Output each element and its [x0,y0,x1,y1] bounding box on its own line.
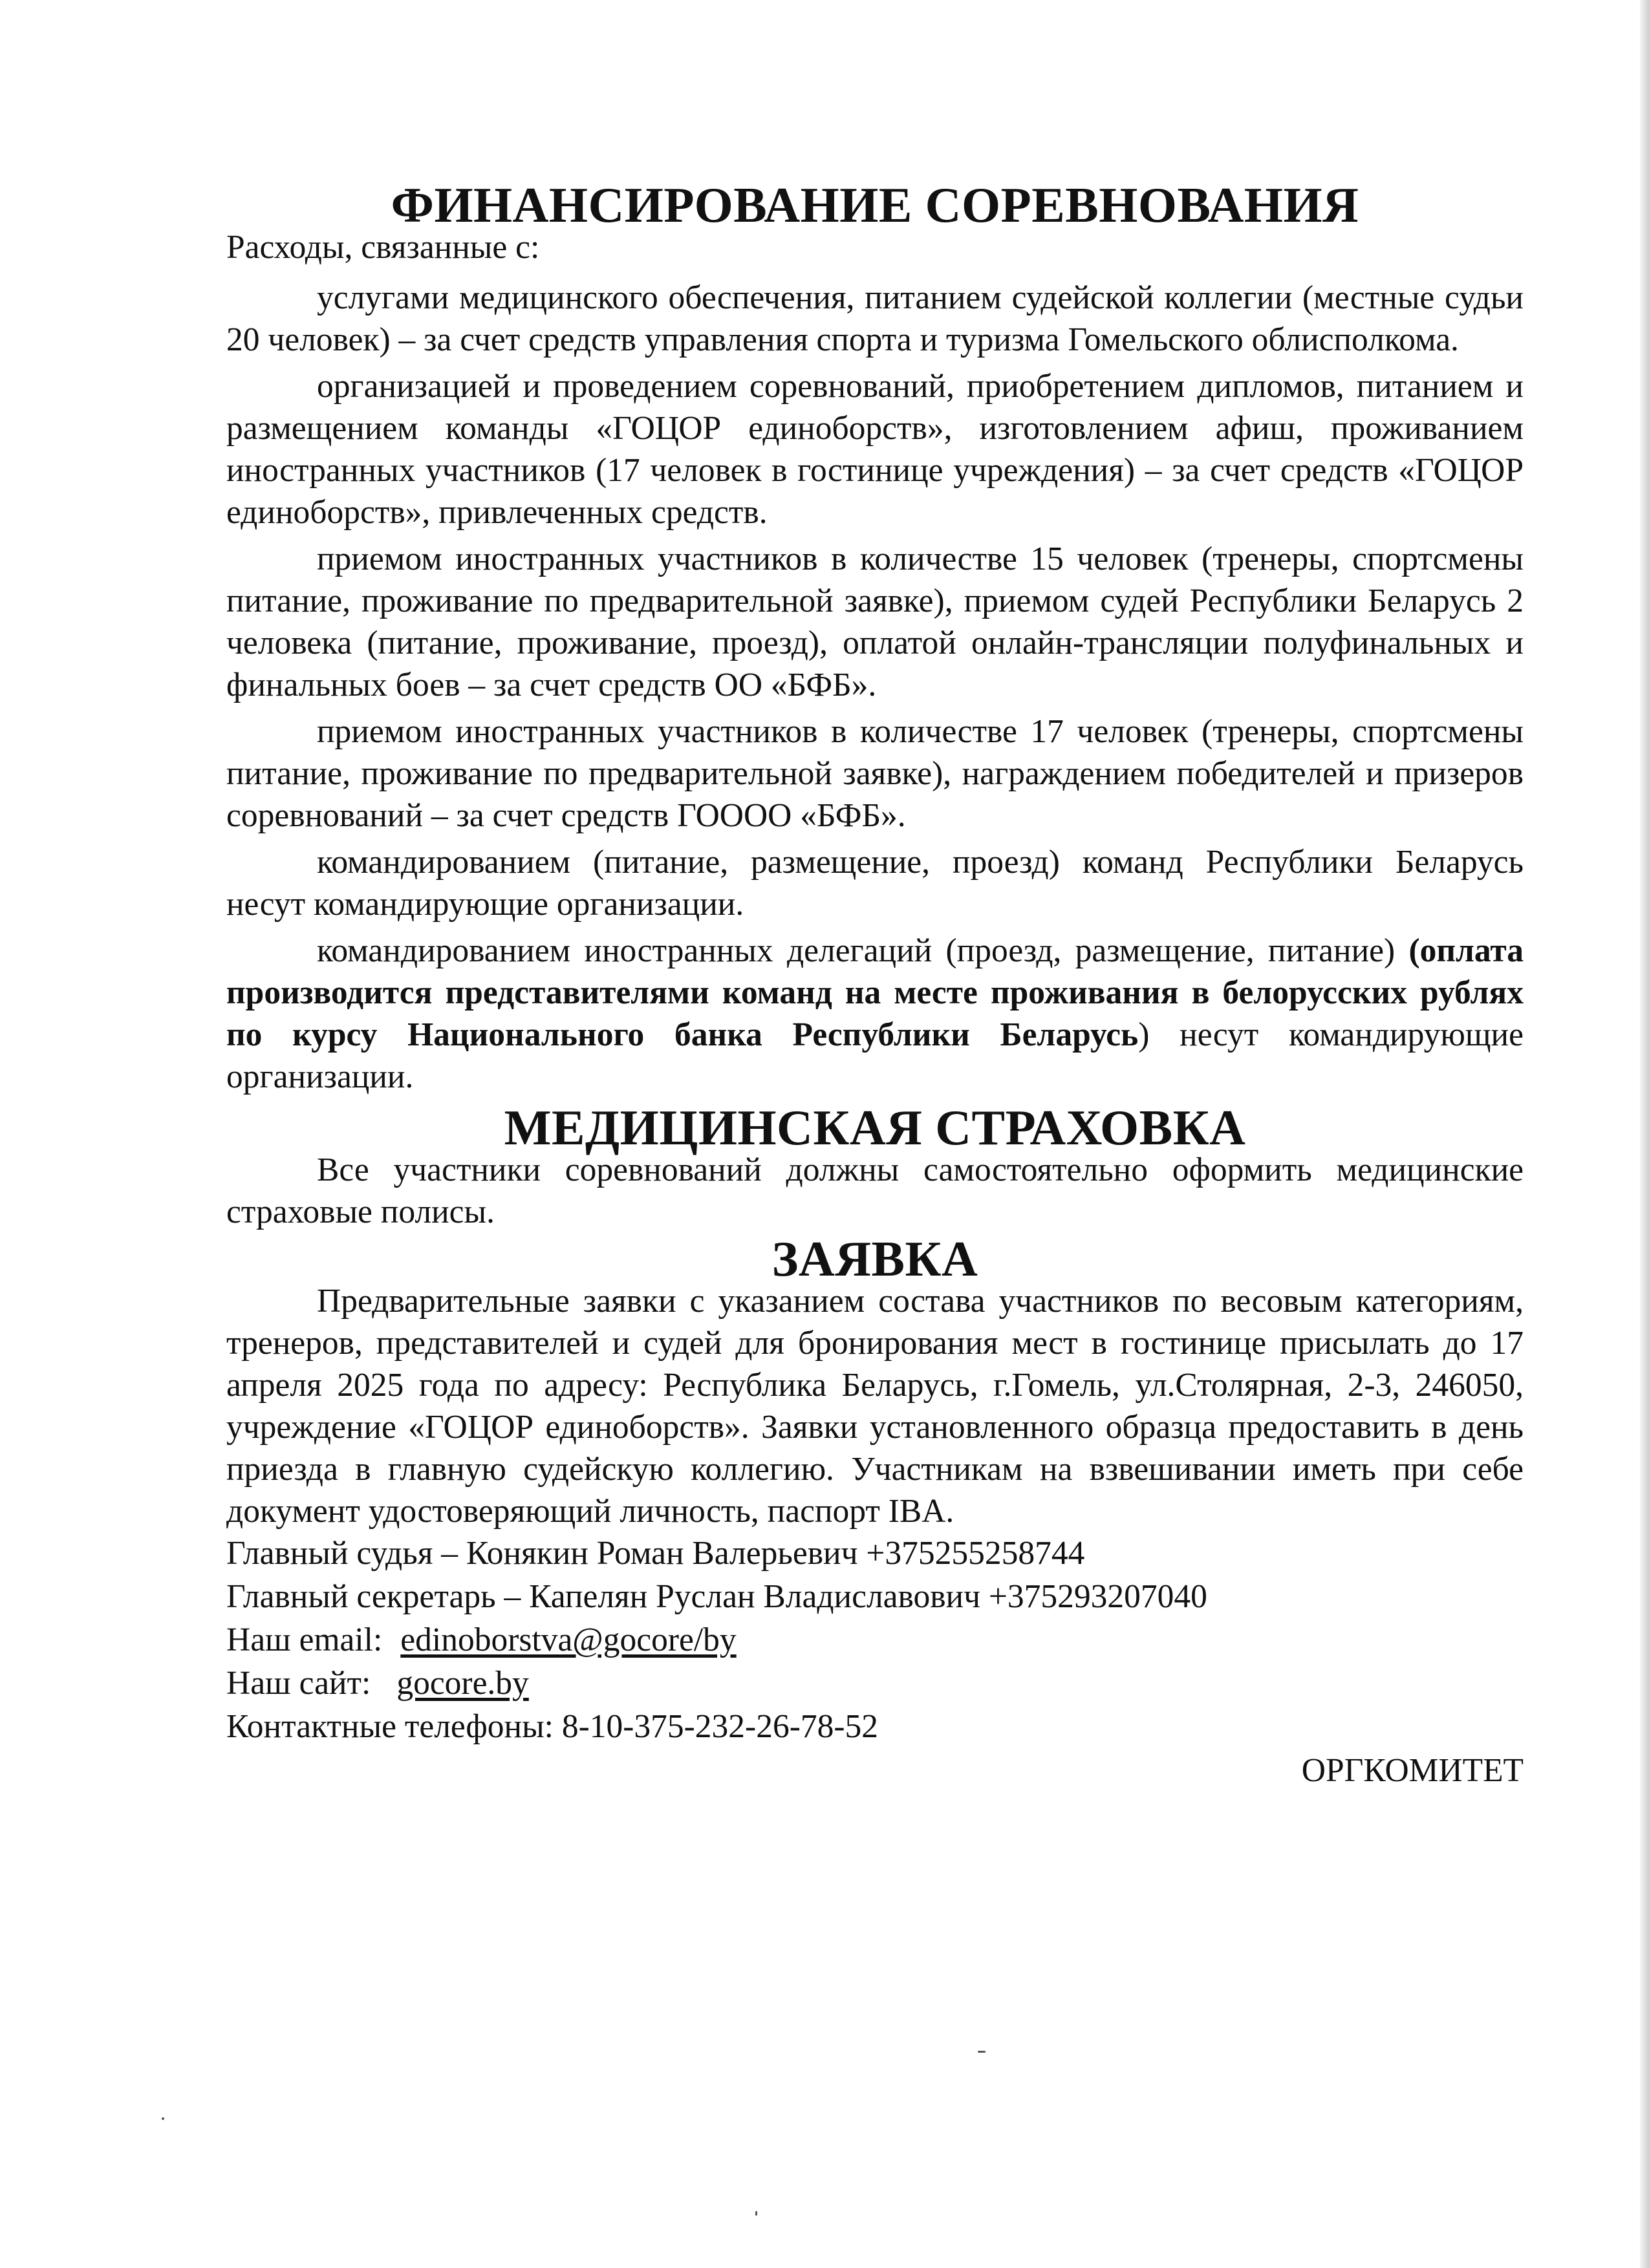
document-page [226,177,1524,1792]
chief-secretary: Главный секретарь – Капелян Руслан Владиславович +375293207040 [226,1578,1207,1615]
site-line [226,1662,1524,1704]
email-line [226,1619,1524,1661]
site-label: Наш сайт: [226,1665,371,1702]
financing-paragraph-medical: услугами медицинского обеспечения, питанием судейской коллегии (местные судьи 20 человек) – за счет средств управления спорта и туризма Гомельского облисполкома. [226,279,1524,358]
delegations-payment-note: (оплата производится представителями команд на месте проживания в белорусских рублях по курсу Национального банка Республики Беларусь [226,932,1524,1053]
chief-judge: Главный судья – Конякин Роман Валерьевич +375255258744 [226,1535,1085,1572]
insurance-paragraph: Все участники соревнований должны самостоятельно оформить медицинские страховые полисы. [226,1151,1524,1230]
email-link[interactable]: edinoborstva@gocore/by [400,1621,737,1658]
financing-intro: Расходы, связанные с: [226,229,540,266]
scan-speck [978,2051,986,2053]
scan-edge-shadow [1640,0,1649,2268]
contact-phones: Контактные телефоны: 8-10-375-232-26-78-52 [226,1708,878,1745]
site-link[interactable]: gocore.by [396,1665,529,1702]
delegations-text-end: ) несут командирующие организации. [226,1016,1524,1095]
insurance-heading: МЕДИЦИНСКАЯ СТРАХОВКА [504,1100,1246,1155]
financing-paragraph-delegations [226,930,1524,1098]
financing-paragraph-foreign-15: приемом иностранных участников в количестве 15 человек (тренеры, спортсмены питание, проживание по предварительной заявке), приемом судей Республики Беларусь 2 человека (питание, проживание, проезд), оплатой онлайн-трансляции полуфинальных и финальных боев – за счет средств ОО «БФБ». [226,540,1524,703]
application-heading: ЗАЯВКА [771,1231,978,1287]
financing-paragraph-rb-teams: командированием (питание, размещение, проезд) команд Республики Беларусь несут командирующие организации. [226,844,1524,923]
financing-paragraph-foreign-17: приемом иностранных участников в количестве 17 человек (тренеры, спортсмены питание, проживание по предварительной заявке), награждением победителей и призеров соревнований – за счет средств ГОООО «БФБ». [226,713,1524,834]
scan-speck [755,2211,757,2216]
financing-heading: ФИНАНСИРОВАНИЕ СОРЕВНОВАНИЯ [391,177,1359,233]
signature-orgcommittee: ОРГКОМИТЕТ [1301,1752,1524,1789]
email-label: Наш email: [226,1621,383,1658]
application-paragraph: Предварительные заявки с указанием состава участников по весовым категориям, тренеров, представителей и судей для бронирования мест в гостинице присылать до 17 апреля 2025 года по адресу: Республика Беларусь, г.Гомель, ул.Столярная, 2-3, 246050, учреждение «ГОЦОР единоборств». Заявки установленного образца предоставить в день приезда в главную судейскую коллегию. Участникам на взвешивании иметь при себе документ удостоверяющий личность, паспорт IBA. [226,1283,1524,1530]
delegations-text-start: командированием иностранных делегаций (проезд, размещение, питание) [317,932,1409,969]
financing-paragraph-organization: организацией и проведением соревнований, приобретением дипломов, питанием и размещением команды «ГОЦОР единоборств», изготовлением афиш, проживанием иностранных участников (17 человек в гостинице учреждения) – за счет средств «ГОЦОР единоборств», привлеченных средств. [226,368,1524,531]
scan-speck [162,2117,164,2120]
